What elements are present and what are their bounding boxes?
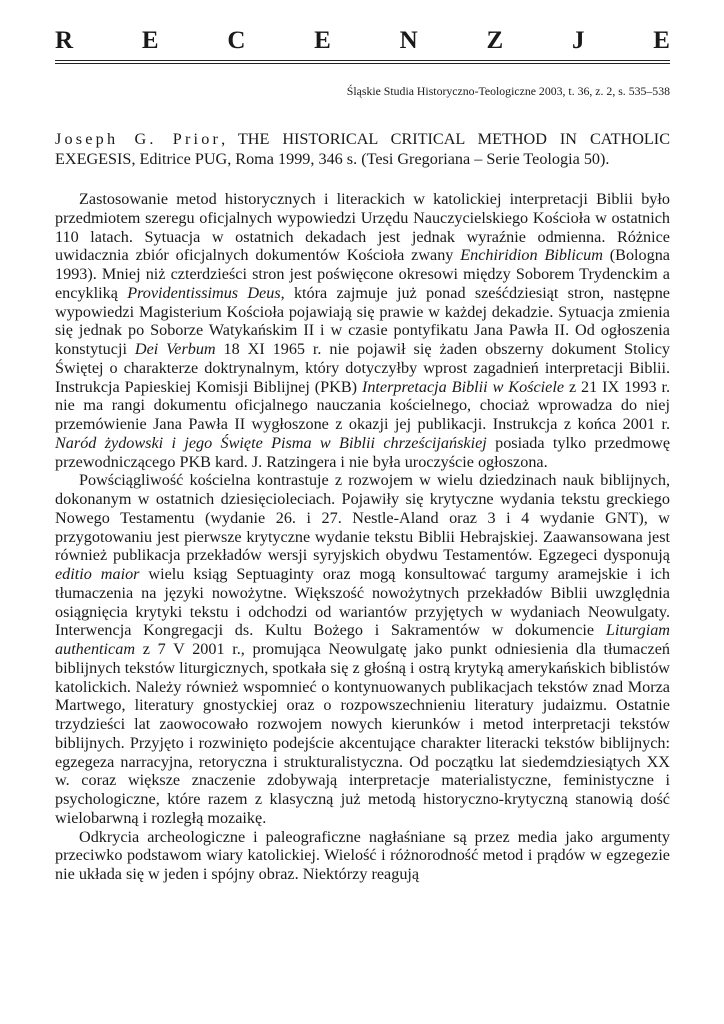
text-run: Odkrycia archeologiczne i paleograficzne nagłaśniane są przez media jako argumenty przeciwko podstawom wiary katolickiej. Wielość i różnorodność metod i prądów w egzegezie nie układa się w jeden i spójny obraz. Niektórzy reagują bbox=[55, 827, 670, 883]
italic-title: Dei Verbum bbox=[134, 340, 216, 358]
paragraph bbox=[55, 471, 670, 827]
text-run: z 21 IX 1993 r. nie ma rangi dokumentu oficjalnego nauczania kościelnego, chociaż wprowadza do niej przemówienie Jana Pawła II wygłoszone z okazji jej publikacji. Instrukcja z końca 2001 r. bbox=[55, 377, 670, 433]
text-run: , która zajmuje już ponad sześćdziesiąt stron, następne wypowiedzi Magisterium Kościoła pojawiają się prawie w każdej dekadzie. Sytuacja zmienia się jednak po Soborze Watykańskim II i w czasie pontyfikatu Jana Pawła II. Od ogłoszenia konstytucji bbox=[55, 283, 670, 358]
section-title-letter: E bbox=[314, 27, 331, 54]
section-title-letter: J bbox=[571, 27, 585, 54]
text-run: 18 XI 1965 r. nie pojawił się żaden obszerny dokument Stolicy Świętej o charakterze doktrynalnym, który dotyczyłby wprost zagadnień interpretacji Biblii. Instrukcja Papieskiej Komisji Biblijnej (PKB) bbox=[55, 340, 670, 396]
section-title-letter: E bbox=[141, 27, 159, 54]
text-run: (Bologna 1993). Mniej niż czterdzieści stron jest poświęcone okresowi między Soborem Trydenckim a encykliką bbox=[55, 246, 670, 302]
italic-title: Naród żydowski i jego Święte Pisma w Biblii chrześcijańskiej bbox=[55, 433, 487, 452]
section-title bbox=[55, 26, 670, 56]
review-book-details: , THE HISTORICAL CRITICAL METHOD IN CATHOLIC EXEGESIS, Editrice PUG, Roma 1999, 346 s. (Tesi Gregoriana – Serie Teologia 50). bbox=[55, 130, 670, 168]
header-rule-top bbox=[55, 60, 670, 61]
section-title-letter: C bbox=[227, 27, 246, 54]
text-run: Powściągliwość kościelna kontrastuje z rozwojem w wielu dziedzinach nauk biblijnych, dokonanym w ostatnich dziesięcioleciach. Pojawiły się krytyczne wydania tekstu greckiego Nowego Testamentu (wydanie 26. i 27. Nestle-Aland oraz 3 i 4 wydanie GNT), w przygotowaniu jest pierwsze krytyczne wydanie tekstu Biblii Hebrajskiej. Zaawansowana jest również publikacja przekładów wersji syryjskich obydwu Testamentów. Egzegeci dysponują bbox=[55, 471, 670, 565]
italic-title: Interpretacja Biblii w Kościele bbox=[361, 377, 565, 396]
text-run: posiada tylko przedmowę przewodniczącego PKB kard. J. Ratzingera i nie była uroczyście ogłoszona. bbox=[55, 433, 670, 471]
section-title-letter: R bbox=[55, 27, 74, 54]
review-citation bbox=[55, 129, 670, 169]
section-title-letter: Z bbox=[486, 27, 504, 54]
text-run: wielu ksiąg Septuaginty oraz mogą konsultować targumy aramejskie i ich tłumaczenia na języki nowożytne. Większość nowożytnych przekładów Biblii uwzględnia osiągnięcia krytyki tekstu i odchodzi od wariantów przyjętych w wydaniach Neowulgaty. Interwencja Kongregacji ds. Kultu Bożego i Sakramentów w dokumencie bbox=[55, 565, 670, 640]
header-rule-bottom bbox=[55, 63, 670, 64]
page bbox=[55, 26, 670, 884]
text-run: Zastosowanie metod historycznych i literackich w katolickiej interpretacji Biblii było przedmiotem szeregu oficjalnych wypowiedzi Urzędu Nauczycielskiego Kościoła w ostatnich 110 latach. Sytuacja w ostatnich dekadach jest jednak wyraźnie odmienna. Różnice uwidacznia zbiór oficjalnych dokumentów Kościoła zwany bbox=[55, 190, 670, 265]
italic-title: Enchiridion Biblicum bbox=[460, 246, 603, 265]
italic-title: Providentissimus Deus bbox=[127, 283, 281, 302]
review-body bbox=[55, 190, 670, 884]
section-title-letter: E bbox=[653, 27, 670, 54]
review-author: Joseph G. Prior bbox=[55, 130, 222, 148]
section-title-letter: N bbox=[399, 27, 418, 54]
journal-source: Śląskie Studia Historyczno-Teologiczne 2003, t. 36, z. 2, s. 535–538 bbox=[346, 84, 670, 98]
paragraph bbox=[55, 190, 670, 471]
italic-title: Liturgiam authenticam bbox=[55, 621, 670, 658]
paragraph bbox=[55, 828, 670, 884]
italic-title: editio maior bbox=[55, 565, 140, 583]
text-run: z 7 V 2001 r., promująca Neowulgatę jako punkt odniesienia dla tłumaczeń biblijnych tekstów liturgicznych, spotkała się z głośną i ostrą krytyką amerykańskich biblistów katolickich. Należy również wspomnieć o kontynuowanych publikacjach tekstów znad Morza Martwego, literatury gnostyckiej oraz o rozpowszechnieniu literatury judaizmu. Ostatnie trzydzieści lat zaowocowało rozwojem nowych kierunków i metod interpretacji tekstów biblijnych. Przyjęto i rozwinięto podejście akcentujące charakter literacki tekstów biblijnych: egzegeza narracyjna, retoryczna i strukturalistyczna. Od początku lat siedemdziesiątych XX w. coraz większe znaczenie zdobywają interpretacje materialistyczne, feministyczne i psychologiczne, które razem z klasyczną już metodą historyczno-krytyczną stanowią dość wielobarwną i rozległą mozaikę. bbox=[55, 640, 670, 827]
